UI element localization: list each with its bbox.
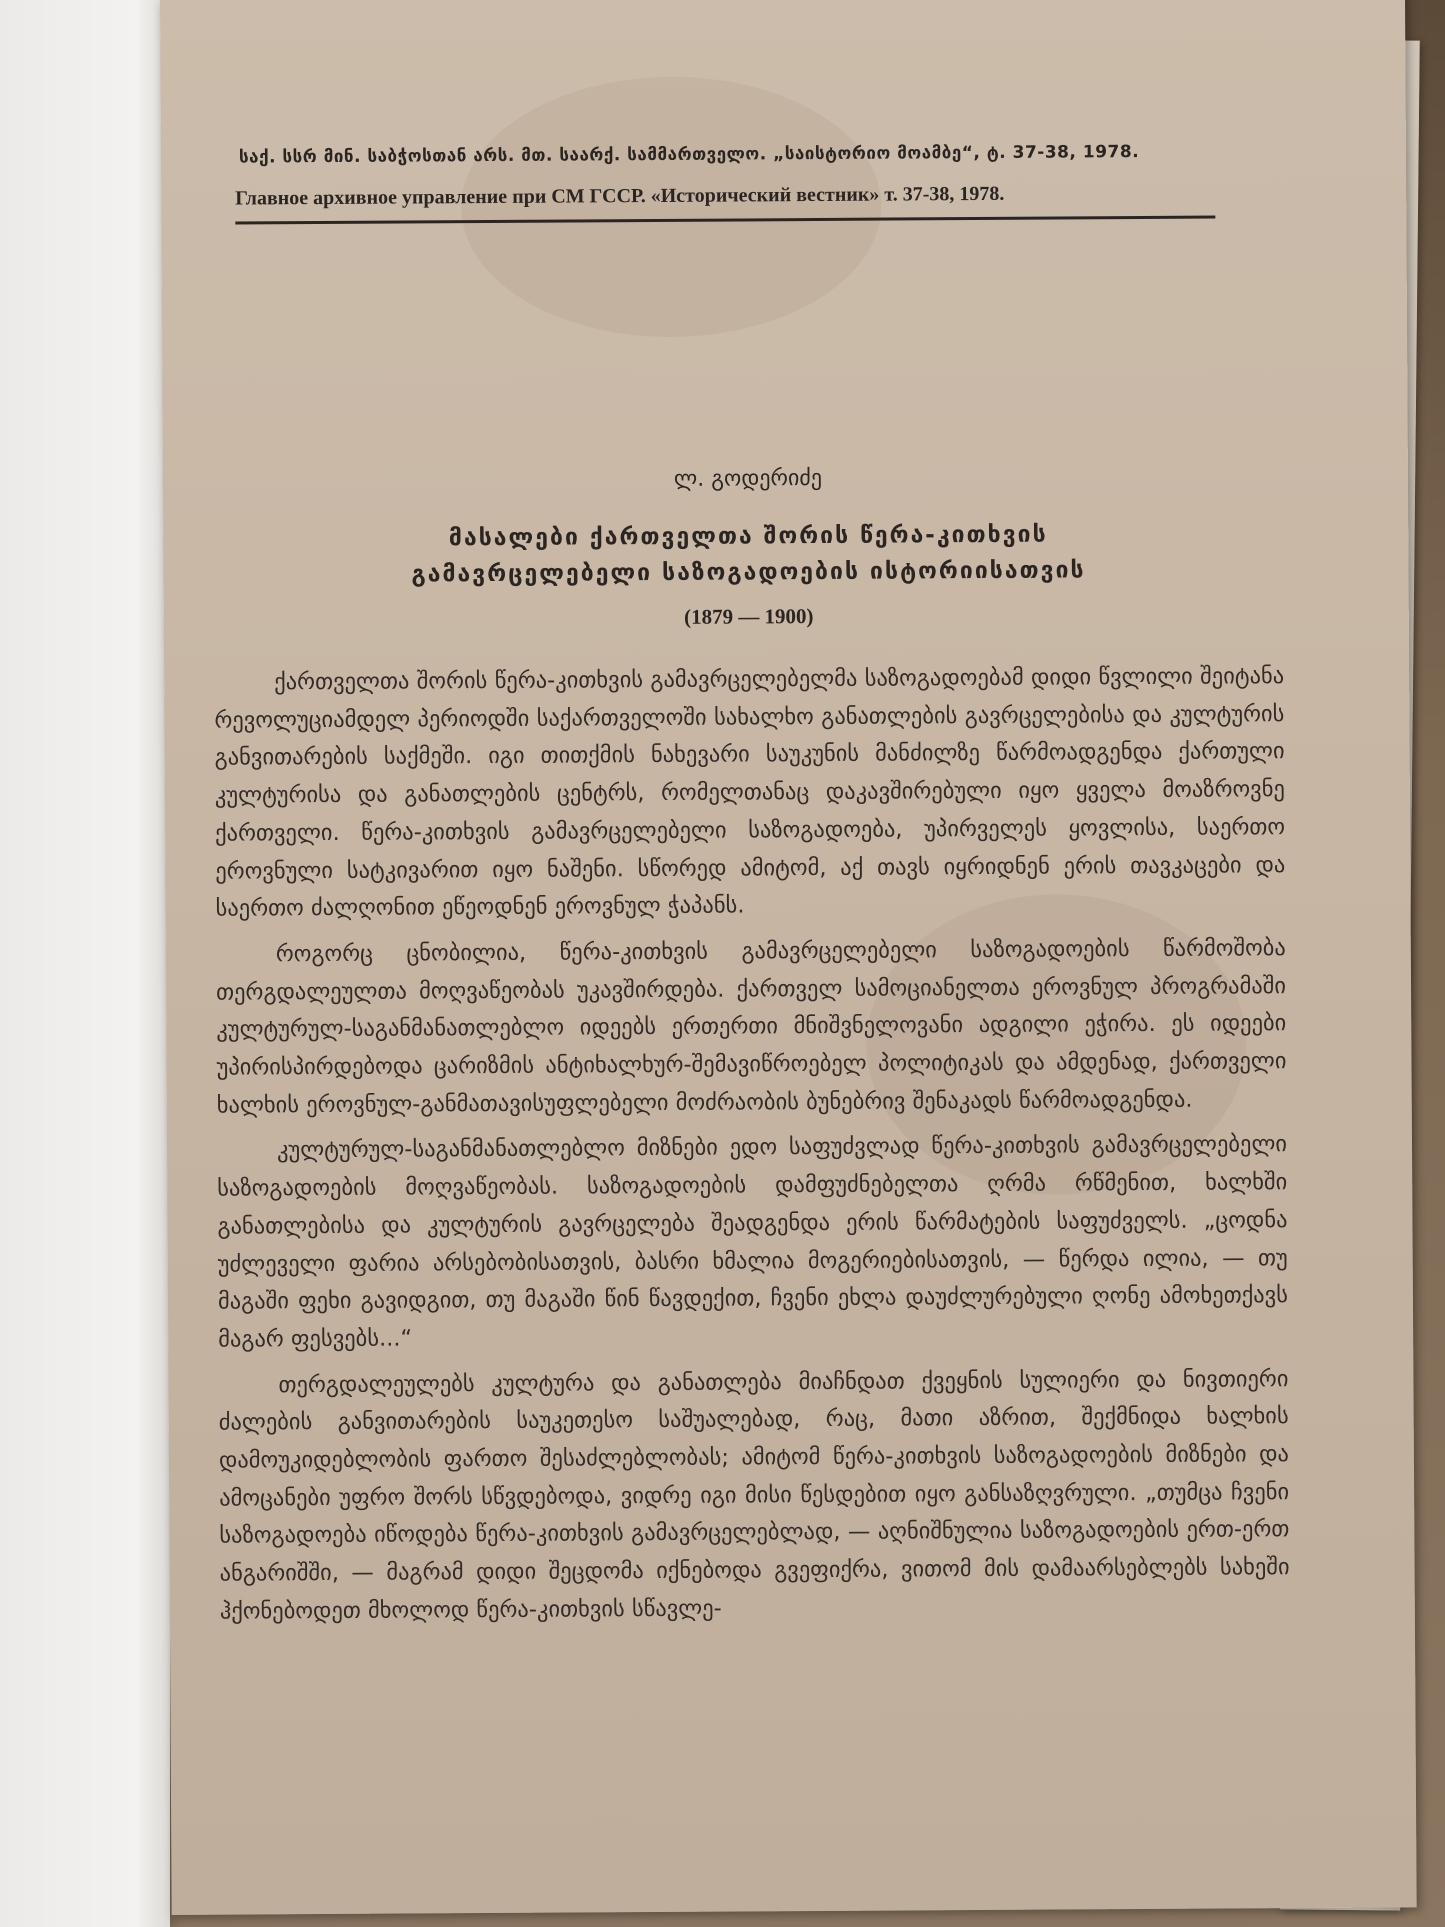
header-russian: Главное архивное управление при СМ ГССР. «Исторический вестник» т. 37-38, 1978. <box>235 182 1005 210</box>
paragraph: თერგდალეულებს კულტურა და განათლება მიაჩნდათ ქვეყნის სულიერი და ნივთიერი ძალების განვითარების საუკეთესო საშუალებად, რაც, მათი აზრით, შექმნიდა ხალხის დამოუკიდებლობის ფართო შესაძლებლობას; ამიტომ წერა-კითხვის საზოგადოების მიზნები და ამოცანები უფრო შორს სწვდებოდა, ვიდრე იგი მისი წესდებით იყო განსაზღვრული. „თუმცა ჩვენი საზოგადოება იწოდება წერა-კითხვის გამავრცელებლად, — აღნიშნულია საზოგადოების ერთ-ერთ ანგარიშში, — მაგრამ დიდი შეცდომა იქნებოდა გვეფიქრა, ვითომ მის დამაარსებლებს სახეში ჰქონებოდეთ მხოლოდ წერა-კითხვის სწავლე- <box>218 1365 1290 1625</box>
header-divider <box>235 216 1215 225</box>
header-georgian: საქ. სსრ მინ. საბჭოსთან არს. მთ. საარქ. სამმართველო. „საისტორიო მოამბე“, ტ. 37-38, 1978. <box>238 142 1140 168</box>
article-body <box>214 658 1290 1639</box>
article-author: ლ. გოდერიძე <box>673 465 823 492</box>
paragraph: ქართველთა შორის წერა-კითხვის გამავრცელებელმა საზოგადოებამ დიდი წვლილი შეიტანა რევოლუციამდელ პერიოდში საქართველოში სახალხო განათლების გავრცელებისა და კულტურის განვითარების საქმეში. იგი თითქმის ნახევარი საუკუნის მანძილზე წარმოადგენდა ქართული კულტურისა და განათლების ცენტრს, რომელთანაც დაკავშირებული იყო ყველა მოაზროვნე ქართველი. წერა-კითხვის გამავრცელებელი საზოგადოება, უპირველეს ყოვლისა, საერთო ეროვნული სატკივარით იყო ნაშენი. სწორედ ამიტომ, აქ თავს იყრიდნენ ერის თავკაცები და საერთო ძალღონით ეწეოდნენ ეროვნულ ჭაპანს. <box>214 663 1286 922</box>
paragraph: როგორც ცნობილია, წერა-კითხვის გამავრცელებელი საზოგადოების წარმოშობა თერგდალეულთა მოღვაწეობას უკავშირდება. ქართველ სამოციანელთა ეროვნულ პროგრამაში კულტურულ-საგანმანათლებლო იდეებს ერთერთი მნიშვნელოვანი ადგილი ეჭირა. ეს იდეები უპირისპირდებოდა ცარიზმის ანტიხალხურ-შემავიწროებელ პოლიტიკას და ამდენად, ქართველი ხალხის ეროვნულ-განმათავისუფლებელი მოძრაობის ბუნებრივ შენაკადს წარმოადგენდა. <box>215 935 1287 1119</box>
article-title <box>163 515 1333 594</box>
left-blank-sheet <box>0 0 170 1927</box>
title-line-1: მასალები ქართველთა შორის წერა-კითხვის <box>448 521 1048 552</box>
title-line-2: გამავრცელებელი საზოგადოების ისტორიისათვის <box>411 557 1086 588</box>
page-content <box>160 0 1417 1915</box>
paragraph: კულტურულ-საგანმანათლებლო მიზნები ედო საფუძვლად წერა-კითხვის გამავრცელებელი საზოგადოების მოღვაწეობას. საზოგადოების დამფუძნებელთა ღრმა რწმენით, ხალხში განათლებისა და კულტურის გავრცელება შეადგენდა ერის წარმატების საფუძველს. „ცოდნა უძლეველი ფარია არსებობისათვის, ბასრი ხმალია მოგერიებისათვის, — წერდა ილია, — თუ მაგაში ფეხი გავიდგით, თუ მაგაში წინ წავდექით, ჩვენი ეხლა დაუძლურებული ღონე ამოხეთქავს მაგარ ფესვებს...“ <box>217 1131 1289 1353</box>
document-page <box>160 0 1417 1915</box>
article-years: (1879 — 1900) <box>683 604 814 629</box>
